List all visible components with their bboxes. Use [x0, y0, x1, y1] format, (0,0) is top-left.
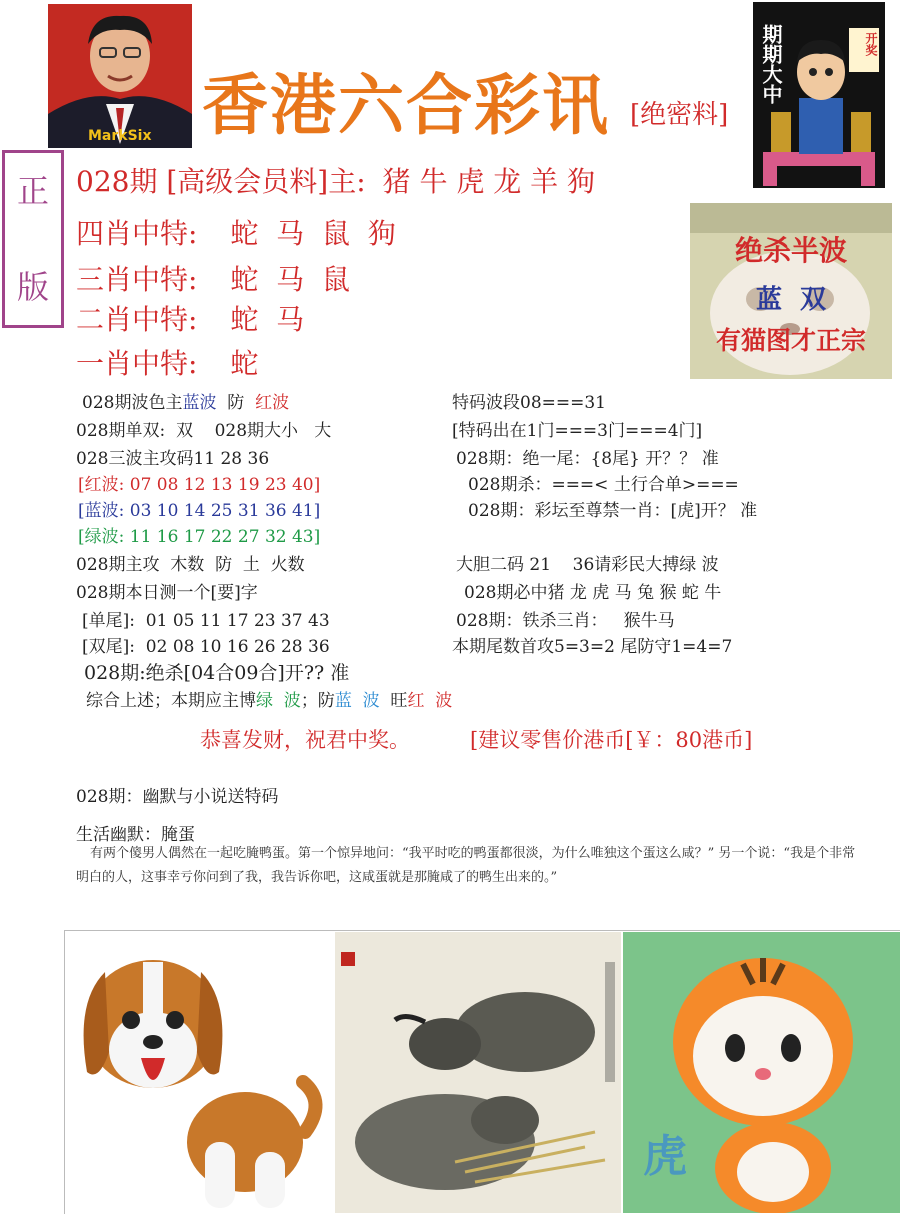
- kill-combo-line: 028期:绝杀[04合09合]开?? 准: [84, 662, 350, 684]
- one-zodiac-label: 一肖中特:: [76, 347, 198, 380]
- double-tail-line: [双尾]: 02 08 10 16 26 28 36: [82, 637, 330, 657]
- three-wave-line: 028三波主攻码11 28 36: [76, 449, 270, 469]
- iron-kill-line: 028期：铁杀三肖： 猴牛马: [456, 611, 675, 631]
- host-photo: [48, 4, 192, 148]
- summary-guard-wave: 蓝 波: [334, 691, 380, 711]
- single-tail-line: [单尾]: 01 05 11 17 23 37 43: [82, 611, 330, 631]
- authentic-char-2: 版: [16, 268, 49, 306]
- three-zodiac-value: 蛇 马 鼠: [230, 263, 350, 296]
- bold-two-line: 大胆二码 21 36请彩民大搏绿 波: [456, 555, 719, 575]
- one-zodiac-line: [76, 342, 258, 382]
- three-zodiac-line: [76, 258, 350, 298]
- kill-half-wave-value: 蓝 双: [755, 285, 827, 315]
- dog-image: [65, 932, 333, 1213]
- wave-color-prefix: 028期波色主: [82, 393, 183, 413]
- main-zodiac-value: 猪 牛 虎 龙 羊 狗: [382, 165, 596, 198]
- tiger-cartoon-image: [623, 932, 900, 1213]
- two-zodiac-line: [76, 298, 304, 338]
- four-zodiac-line: [76, 212, 396, 252]
- marksix-logo: MarkSix: [88, 128, 152, 144]
- tiger-character: 虎: [643, 1131, 687, 1182]
- three-zodiac-label: 三肖中特:: [76, 263, 198, 296]
- kill-half-wave-box: [690, 203, 892, 379]
- odd-even-line: 028期单双: 双 028期大小 大: [76, 421, 332, 441]
- forbidden-zodiac-line: 028期：彩坛至尊禁一肖：[虎]开？ 准: [468, 501, 758, 521]
- daily-guess-line: 028期本日测一个[要]字: [76, 583, 258, 603]
- tail-count-line: 本期尾数首攻5=3=2 尾防守1=4=7: [452, 637, 733, 657]
- page-subtitle: [绝密料]: [630, 100, 729, 130]
- tail-line: 028期：绝一尾：{8尾} 开？？ 准: [456, 449, 719, 469]
- door-line: [特码出在1门===3门===4门]: [452, 421, 703, 441]
- humor-title: 生活幽默：腌蛋: [76, 825, 195, 845]
- wave-color-guard: 红波: [255, 393, 290, 413]
- summary-prefix: 综合上述；本期应主博: [86, 691, 256, 711]
- four-zodiac-value: 蛇 马 鼠 狗: [230, 217, 396, 250]
- page-title: 香港六合彩讯: [202, 67, 610, 144]
- price-text: [建议零售价港币[￥：80港币]: [470, 728, 753, 752]
- summary-mid: ；防: [300, 691, 335, 711]
- summary-hot-wave: 红 波: [407, 691, 453, 711]
- kill-half-wave-note: 有猫图才正宗: [715, 326, 866, 355]
- four-zodiac-label: 四肖中特:: [76, 217, 198, 250]
- authentic-label: [2, 150, 64, 328]
- congrats-text: 恭喜发财，祝君中奖。: [200, 728, 410, 752]
- kill-half-wave-title: 绝杀半波: [734, 234, 847, 267]
- main-zodiac-line: [76, 160, 595, 200]
- green-wave-line: [绿波: 11 16 17 22 27 32 43]: [78, 527, 321, 547]
- wave-color-main: 蓝波: [182, 393, 217, 413]
- two-zodiac-value: 蛇 马: [230, 303, 305, 336]
- badge-sign-text: 开奖: [864, 32, 878, 56]
- summary-wang: 旺: [379, 691, 408, 711]
- red-wave-line: [红波: 07 08 12 13 19 23 40]: [78, 475, 321, 495]
- lucky-cartoon-image: [753, 2, 885, 188]
- blue-wave-line: [蓝波: 03 10 14 25 31 36 41]: [78, 501, 321, 521]
- badge-vertical-text: 期期大中: [759, 24, 783, 104]
- summary-main-wave: 绿 波: [256, 691, 301, 711]
- two-zodiac-label: 二肖中特:: [76, 303, 198, 336]
- main-attack-line: 028期主攻 木数 防 土 火数: [76, 555, 305, 575]
- wave-color-mid: 防: [216, 393, 256, 413]
- segment-line: 特码波段08===31: [452, 393, 606, 413]
- humor-heading: 028期：幽默与小说送特码: [76, 787, 279, 807]
- wave-color-line: [82, 388, 289, 413]
- authentic-char-1: 正: [16, 172, 49, 210]
- one-zodiac-value: 蛇: [230, 347, 259, 380]
- must-win-line: 028期必中猪 龙 虎 马 兔 猴 蛇 牛: [464, 583, 722, 603]
- oxen-painting-image: [335, 932, 621, 1213]
- humor-body: 有两个傻男人偶然在一起吃腌鸭蛋。第一个惊异地问：“我平时吃的鸭蛋都很淡，为什么唯独这个蛋这么咸？” 另一个说：“我是个非常明白的人，这事幸亏你问到了我，我告诉你吧，这咸蛋就是那腌咸了的鸭生出来的。”: [76, 846, 856, 885]
- summary-line: [86, 686, 452, 711]
- kill-element-line: 028期杀：===< 土行合单>===: [468, 475, 739, 495]
- main-zodiac-label: 028期 [高级会员料]主:: [76, 165, 366, 198]
